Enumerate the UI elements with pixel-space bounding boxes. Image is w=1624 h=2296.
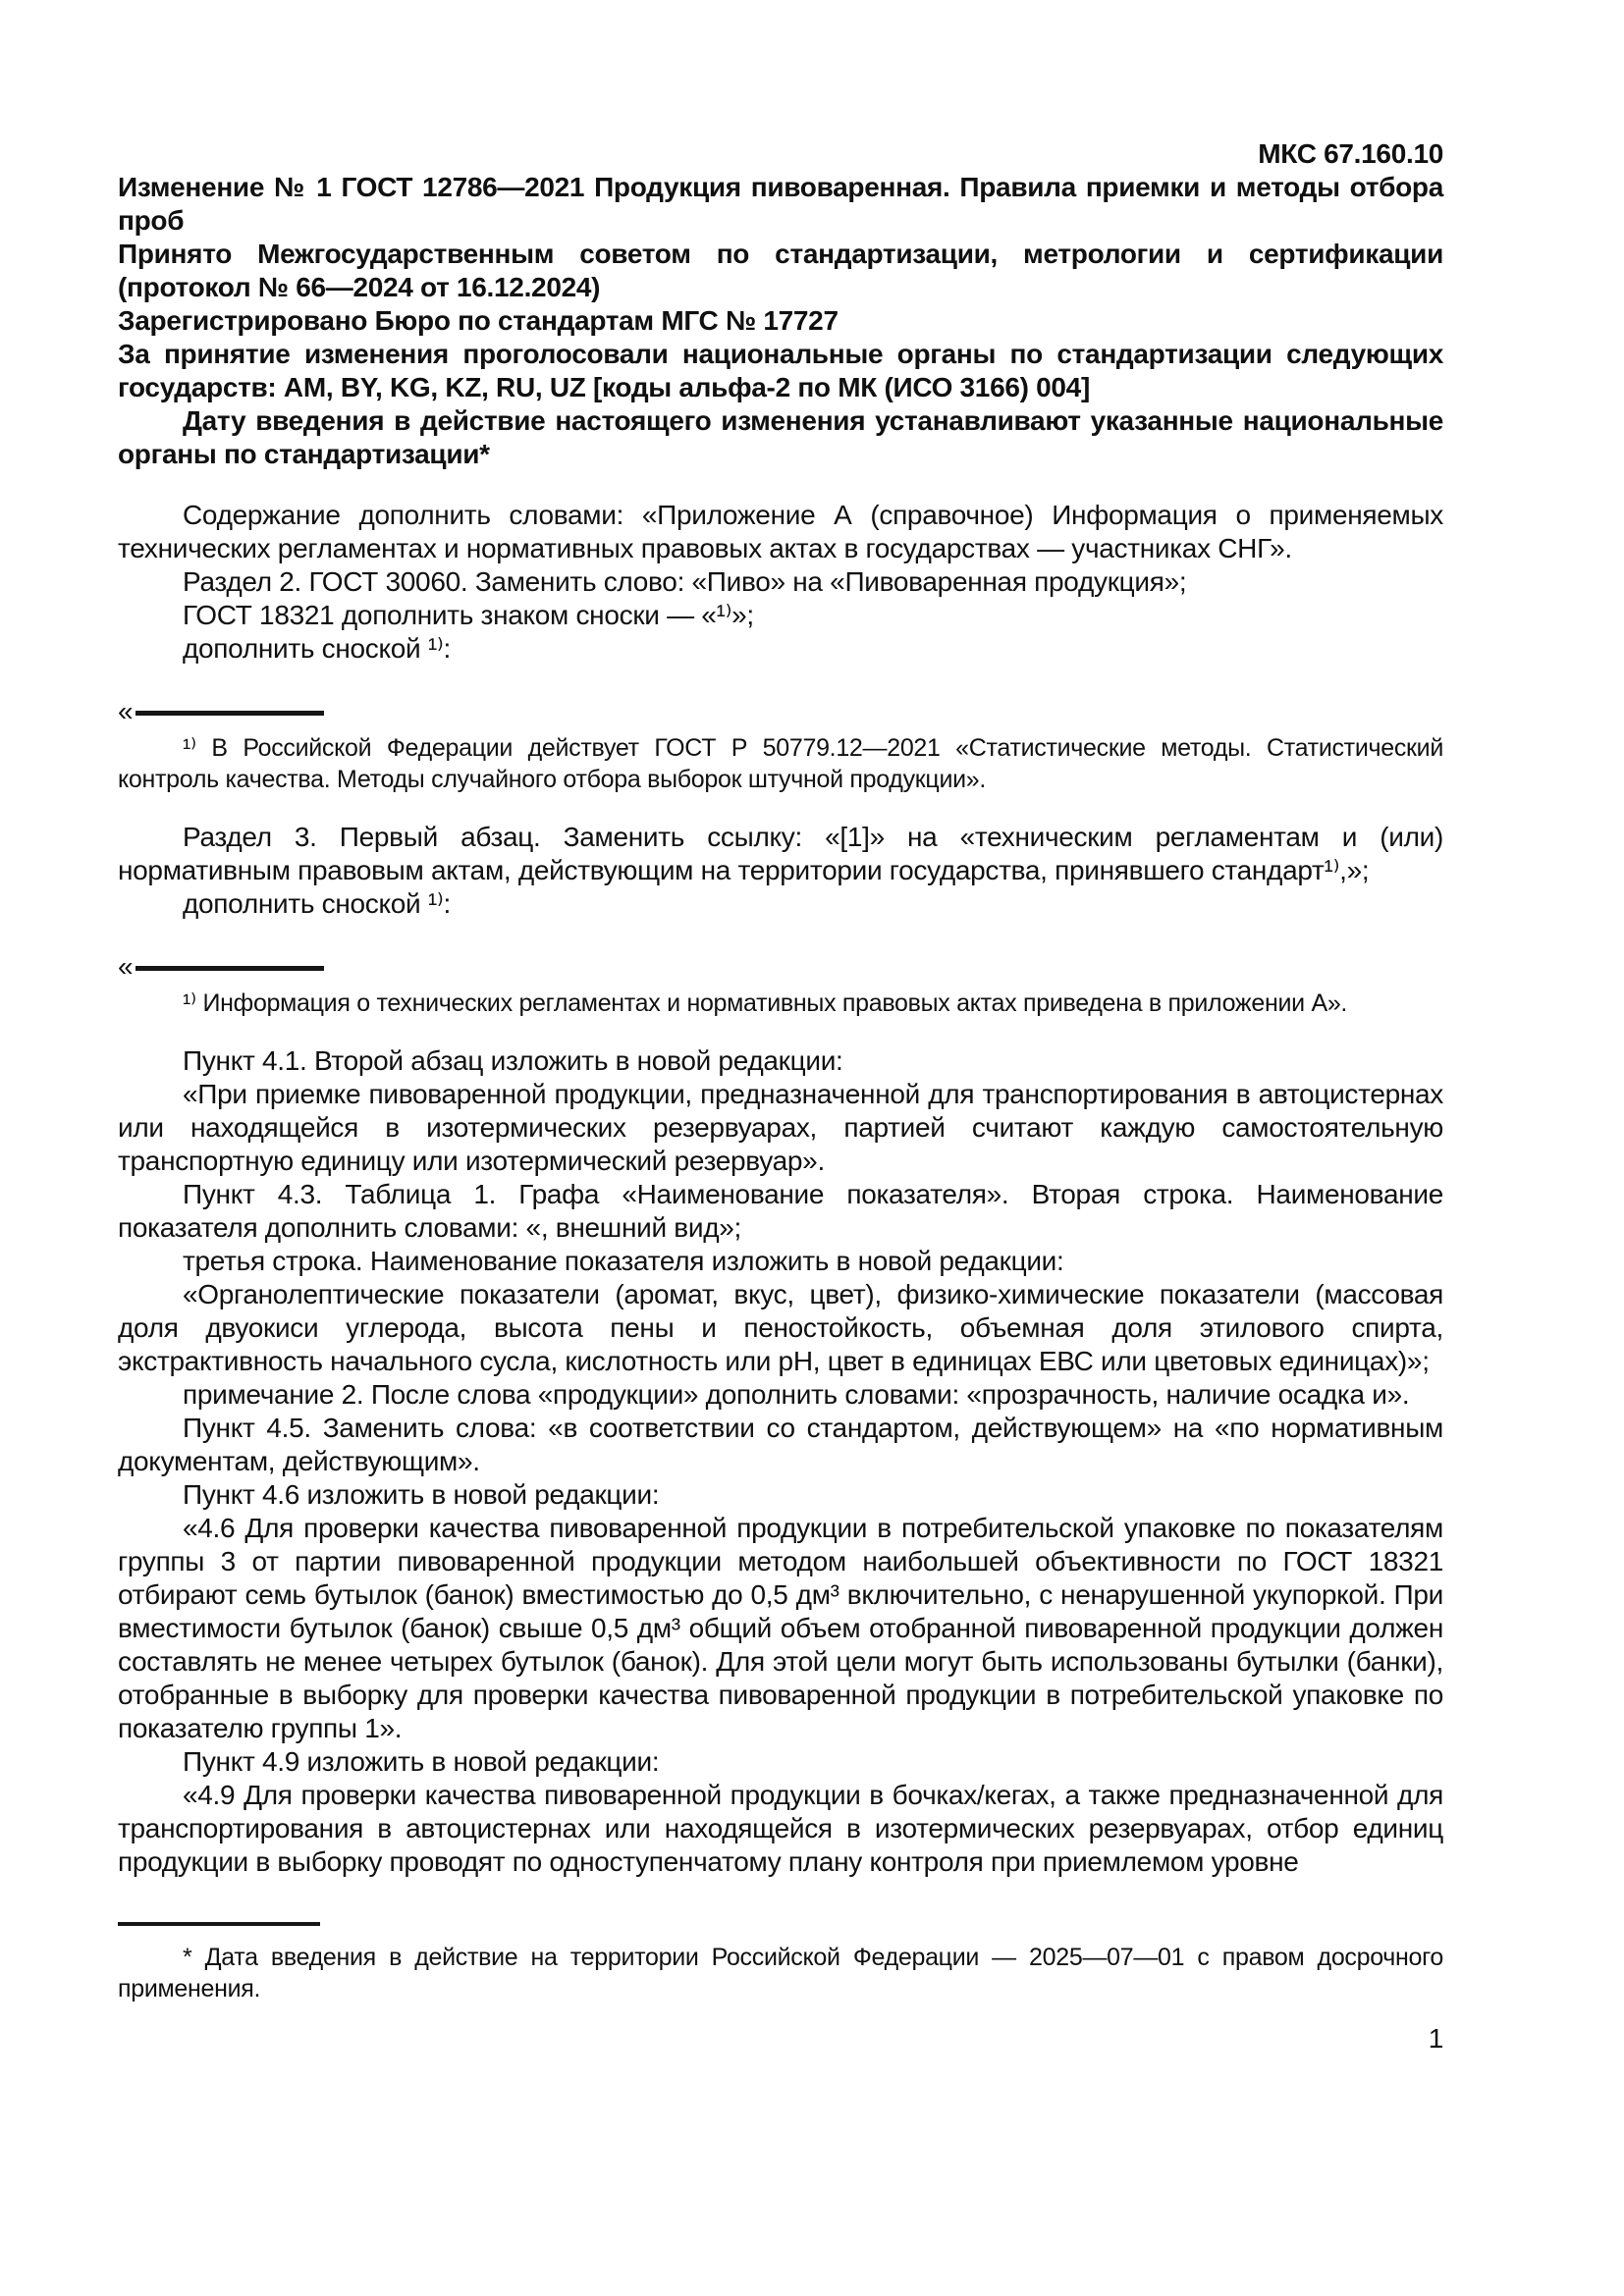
footnote-opening-quote: « [118,951,134,982]
voting-statement: За принятие изменения проголосовали национальные органы по стандартизации следующих государств: AM, BY, KG, KZ, RU, UZ [коды альфа-2 по МК (ИСО 3166) 004] [118,339,1443,402]
body-paragraph: «Органолептические показатели (аромат, вкус, цвет), физико-химические показатели (массовая доля двуокиси углерода, высота пены и пеностойкость, объемная доля этилового спирта, экстрактивность начального сусла, кислотность или pH, цвет в единицах ЕВС или цветовых единицах)»; [118,1279,1443,1376]
body-paragraph: ГОСТ 18321 дополнить знаком сноски — «¹⁾»; [183,600,754,630]
body-paragraph: Пункт 4.5. Заменить слова: «в соответствии со стандартом, действующем» на «по нормативным документам, действующим». [118,1413,1443,1476]
body-paragraph: дополнить сноской ¹⁾: [183,888,451,919]
effective-date-statement: Дату введения в действие настоящего изменения устанавливают указанные национальные органы по стандартизации* [118,405,1443,469]
body-paragraph: Раздел 2. ГОСТ 30060. Заменить слово: «Пиво» на «Пивоваренная продукция»; [183,566,1187,597]
body-paragraph: дополнить сноской ¹⁾: [183,633,451,664]
body-paragraph: «4.6 Для проверки качества пивоваренной продукции в потребительской упаковке по показателям группы 3 от партии пивоваренной продукции методом наибольшей объективности по ГОСТ 18321 отбирают семь бутылок (банок) вместимостью до 0,5 дм³ включительно, с ненарушенной укупоркой. При вместимости бутылок (банок) свыше 0,5 дм³ общий объем отобранной пивоваренной продукции должен составлять не менее четырех бутылок (банок). Для этой цели могут быть использованы бутылки (банки), отобранные в выборку для проверки качества пивоваренной продукции в потребительской упаковке по показателю группы 1». [118,1513,1443,1743]
footnote-separator [118,695,1443,728]
body-paragraph: Раздел 3. Первый абзац. Заменить ссылку: «[1]» на «техническим регламентам и (или) нормативным правовым актам, действующим на территории государства, принявшего стандарт¹⁾,»; [118,822,1443,885]
body-paragraph: «4.9 Для проверки качества пивоваренной продукции в бочках/кегах, а также предназначенной для транспортирования в автоцистернах или находящейся в изотермических резервуарах, отбор единиц продукции в выборку проводят по одноступенчатому плану контроля при приемлемом уровне [118,1780,1443,1877]
footnote-rule [135,966,324,971]
registration-statement: Зарегистрировано Бюро по стандартам МГС № 17727 [118,305,839,336]
footnote-rule [135,711,324,716]
body-paragraph: Содержание дополнить словами: «Приложение А (справочное) Информация о применяемых технических регламентах и нормативных правовых актах в государствах — участниках СНГ». [118,500,1443,563]
footnote-separator [118,950,1443,984]
footnote-text: ¹⁾ В Российской Федерации действует ГОСТ Р 50779.12—2021 «Статистические методы. Статистический контроль качества. Методы случайного отбора выборок штучной продукции». [118,734,1443,793]
body-paragraph: Пункт 4.1. Второй абзац изложить в новой редакции: [183,1045,843,1076]
asterisk-footnote-block [118,1922,1443,2004]
page-number: 1 [1428,2023,1443,2054]
document-content [118,137,1443,2056]
asterisk-footnote-rule [118,1922,320,1926]
footnote-text: ¹⁾ Информация о технических регламентах и нормативных правовых актах приведена в приложении А». [183,989,1348,1017]
body-paragraph: Пункт 4.3. Таблица 1. Графа «Наименование показателя». Вторая строка. Наименование показателя дополнить словами: «, внешний вид»; [118,1179,1443,1243]
asterisk-footnote-text: * Дата введения в действие на территории Российской Федерации — 2025—07—01 с правом досрочного применения. [118,1944,1443,2002]
body-paragraph: примечание 2. После слова «продукции» дополнить словами: «прозрачность, наличие осадка и». [183,1379,1410,1410]
classification-code: МКС 67.160.10 [1258,138,1443,169]
body-paragraph: третья строка. Наименование показателя изложить в новой редакции: [183,1246,1064,1276]
acceptance-statement: Принято Межгосударственным советом по стандартизации, метрологии и сертификации (протокол № 66—2024 от 16.12.2024) [118,239,1443,302]
footnote-opening-quote: « [118,696,134,726]
body-paragraph: Пункт 4.6 изложить в новой редакции: [183,1479,660,1510]
body-paragraph: «При приемке пивоваренной продукции, предназначенной для транспортирования в автоцистернах или находящейся в изотермических резервуарах, партией считают каждую самостоятельную транспортную единицу или изотермический резервуар». [118,1079,1443,1176]
amendment-title: Изменение № 1 ГОСТ 12786—2021 Продукция пивоваренная. Правила приемки и методы отбора проб [118,172,1443,236]
body-paragraph: Пункт 4.9 изложить в новой редакции: [183,1746,660,1777]
footnote-block [118,695,1443,795]
footnote-block [118,950,1443,1019]
